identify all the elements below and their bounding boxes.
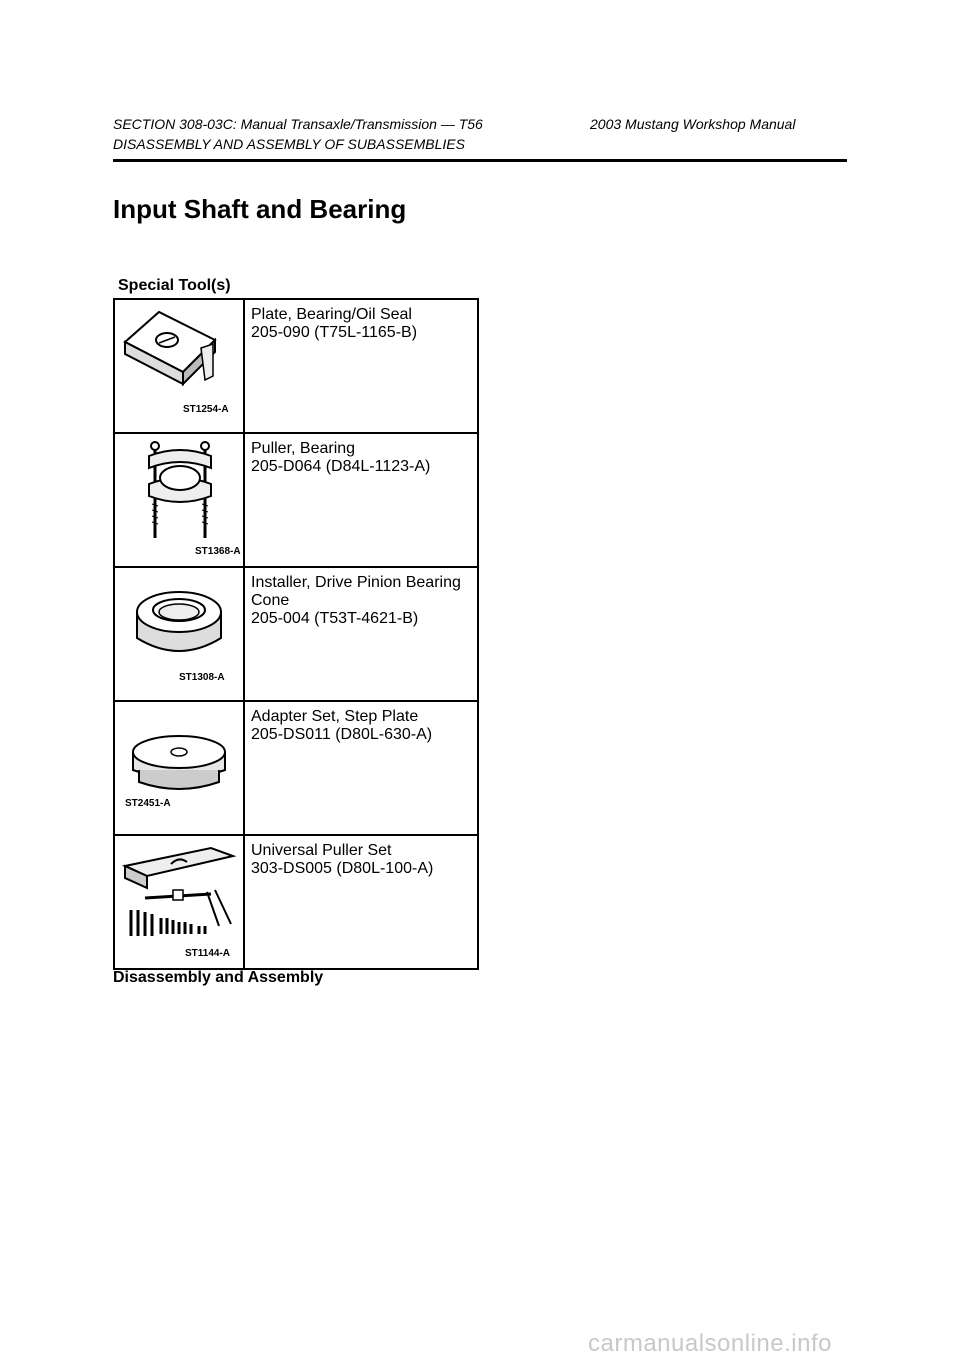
tool-name: Universal Puller Set	[251, 842, 392, 859]
universal-puller-set-icon	[115, 836, 243, 962]
header-section-title: SECTION 308-03C: Manual Transaxle/Transmission — T56	[113, 116, 483, 132]
tool-part-number: 205-DS011 (D80L-630-A)	[251, 726, 433, 743]
special-tools-heading: Special Tool(s)	[118, 277, 231, 294]
special-tools-table	[113, 298, 479, 970]
tool-illustration-cell	[114, 433, 244, 567]
tool-illustration-cell	[114, 701, 244, 835]
tool-code-label: ST1144-A	[185, 948, 231, 959]
tool-description	[244, 299, 478, 433]
page-title: Input Shaft and Bearing	[113, 194, 407, 224]
tool-part-number: 205-004 (T53T-4621-B)	[251, 610, 419, 627]
bearing-oil-seal-plate-icon	[115, 300, 243, 426]
tool-description	[244, 701, 478, 835]
bearing-puller-icon	[115, 434, 243, 560]
header-subsection: DISASSEMBLY AND ASSEMBLY OF SUBASSEMBLIES	[113, 136, 465, 152]
tool-part-number: 205-090 (T75L-1165-B)	[251, 324, 418, 341]
tool-illustration-cell	[114, 835, 244, 969]
disassembly-heading: Disassembly and Assembly	[113, 969, 324, 986]
tool-row	[114, 835, 478, 969]
tool-illustration-cell	[114, 567, 244, 701]
tool-row	[114, 567, 478, 701]
step-plate-adapter-icon	[115, 702, 243, 828]
bearing-cone-installer-icon	[115, 568, 243, 694]
tool-part-number: 205-D064 (D84L-1123-A)	[251, 458, 431, 475]
watermark: carmanualsonline.info	[588, 1330, 832, 1357]
tool-description	[244, 835, 478, 969]
tool-illustration-cell	[114, 299, 244, 433]
tool-row	[114, 433, 478, 567]
tool-name: Installer, Drive Pinion Bearing	[251, 574, 461, 591]
tool-code-label: ST2451-A	[125, 798, 171, 809]
tool-name-continued: Cone	[251, 592, 290, 609]
tool-code-label: ST1308-A	[179, 672, 225, 683]
tool-code-label: ST1368-A	[195, 546, 241, 557]
tool-description	[244, 433, 478, 567]
tool-name: Puller, Bearing	[251, 440, 356, 457]
tool-description	[244, 567, 478, 701]
tool-code-label: ST1254-A	[183, 404, 229, 415]
header-divider	[113, 159, 847, 162]
tool-row	[114, 299, 478, 433]
tool-name: Plate, Bearing/Oil Seal	[251, 306, 412, 323]
tool-row	[114, 701, 478, 835]
tool-part-number: 303-DS005 (D80L-100-A)	[251, 860, 434, 877]
tool-name: Adapter Set, Step Plate	[251, 708, 419, 725]
header-manual-title: 2003 Mustang Workshop Manual	[590, 116, 796, 132]
